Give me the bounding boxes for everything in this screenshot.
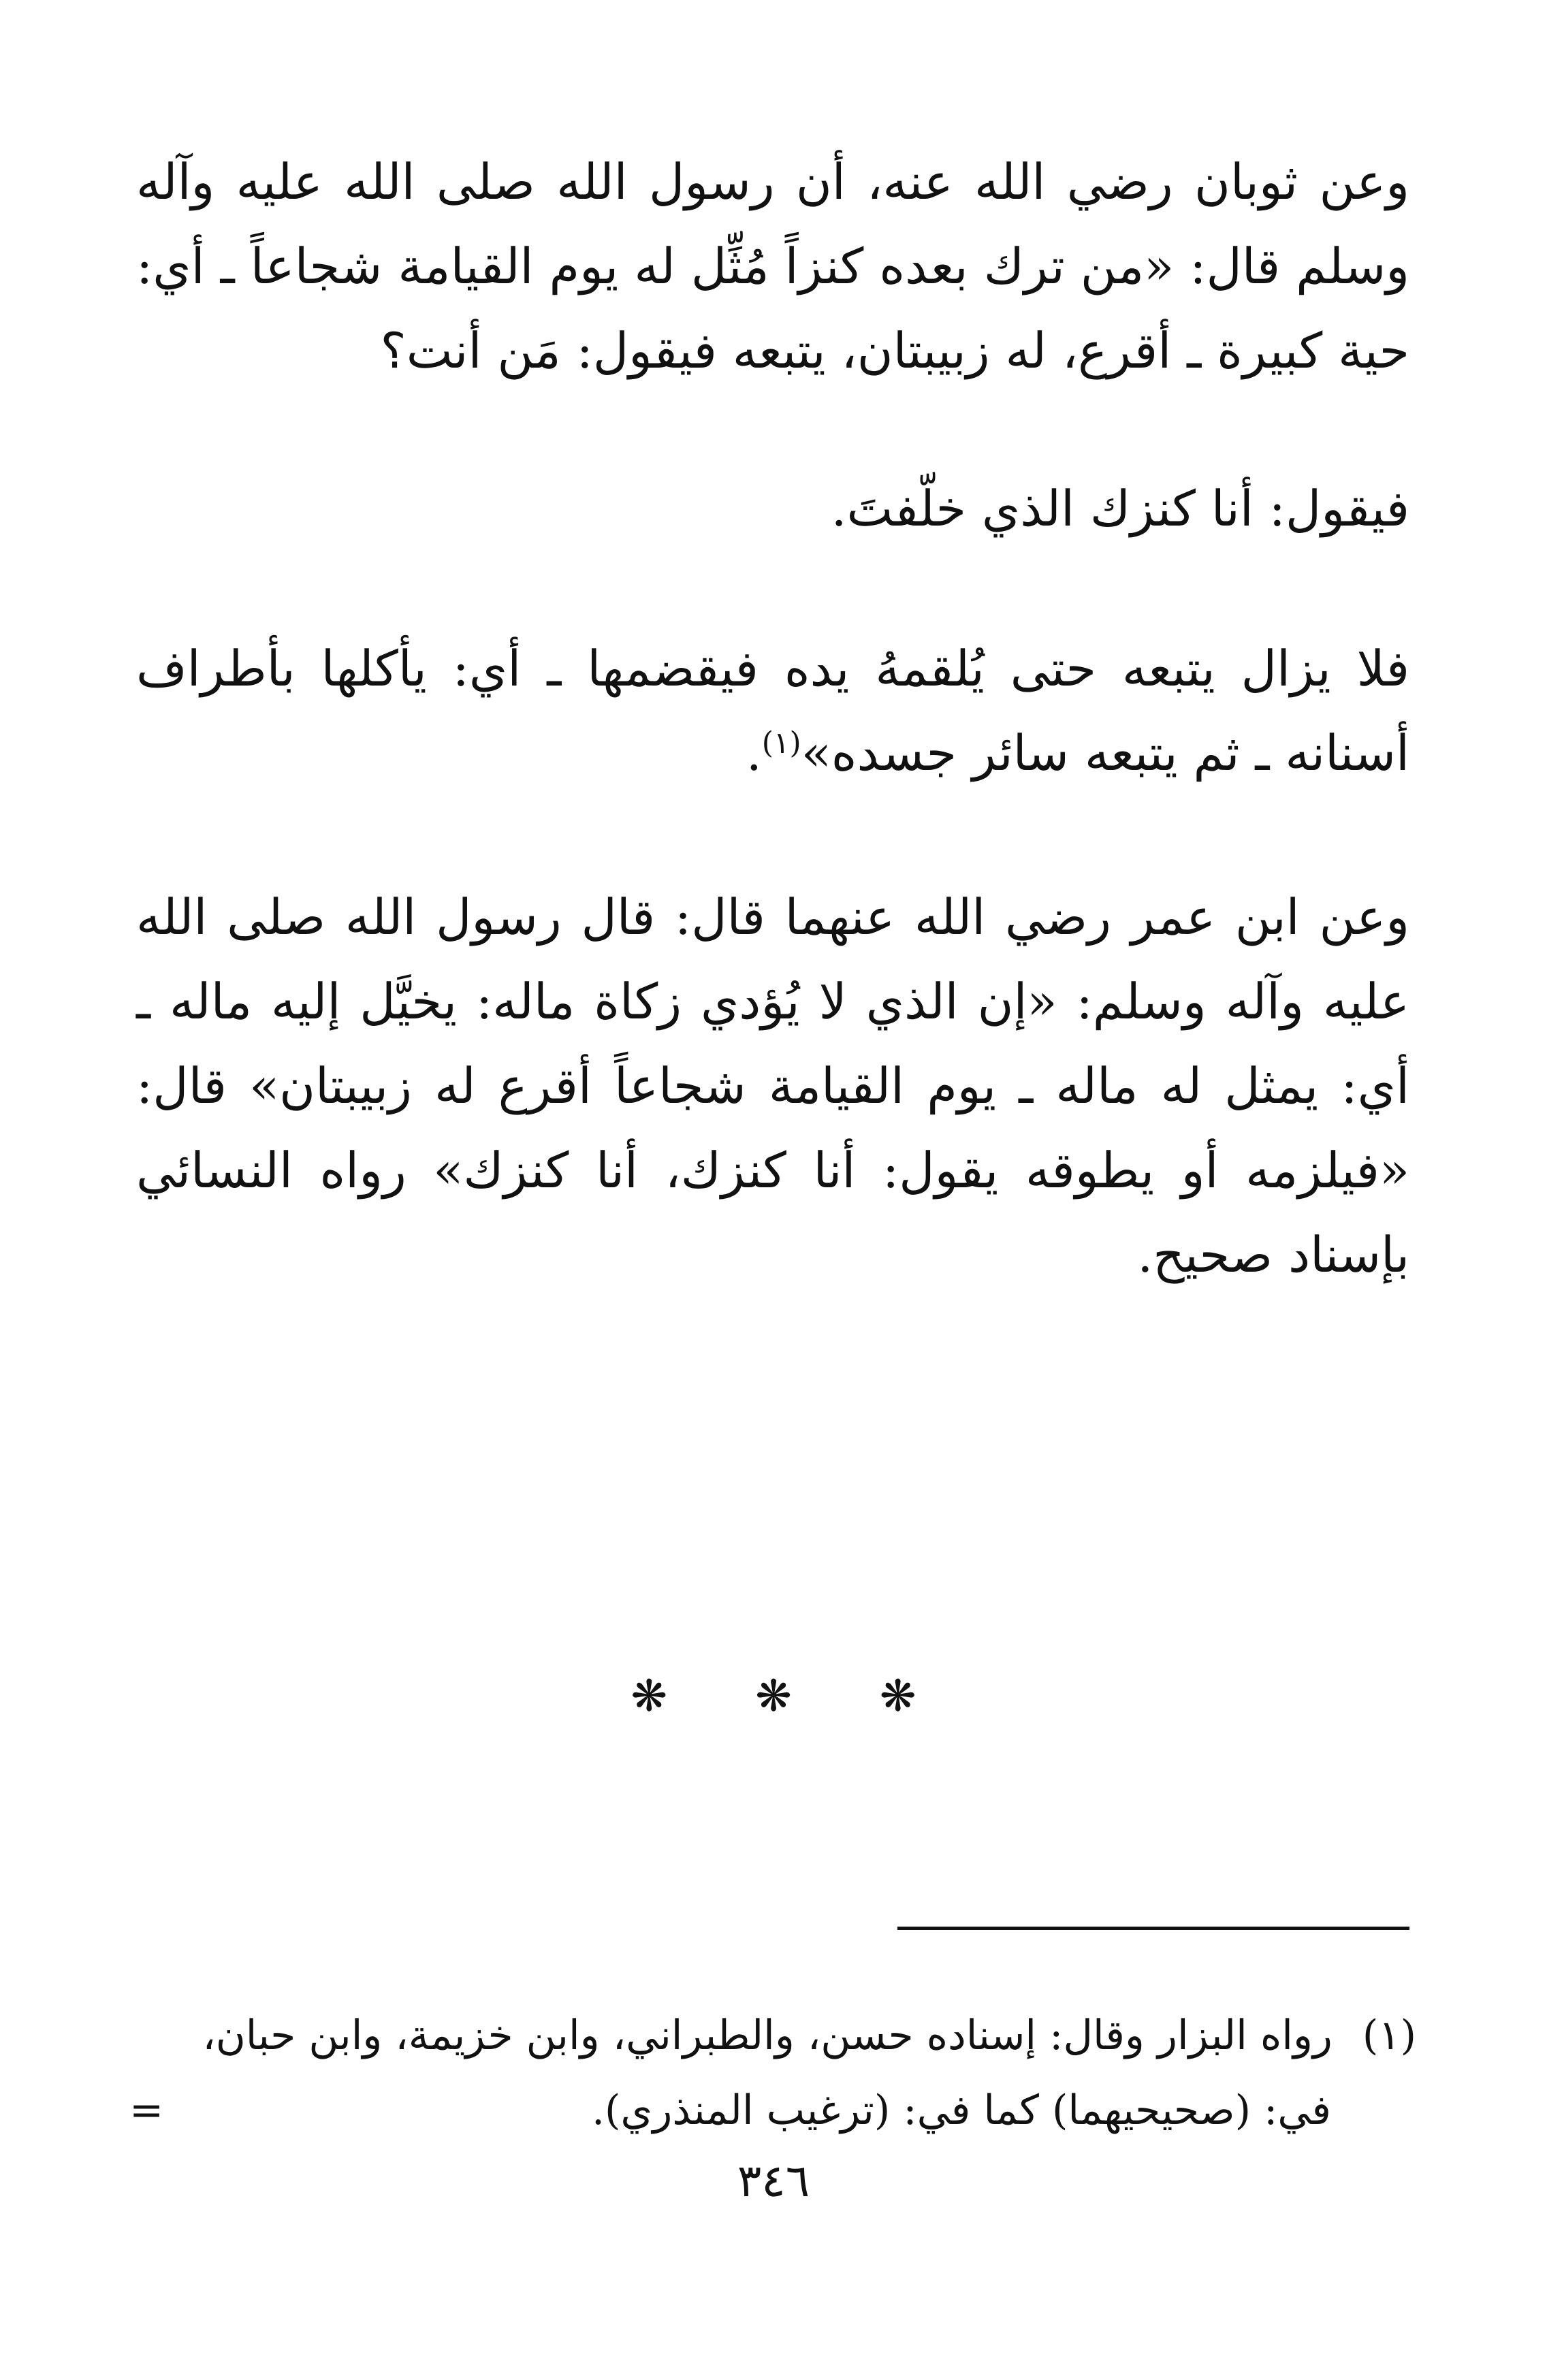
paragraph-treasure-reply: فيقول: أنا كنزك الذي خلّفتَ. [831,480,1409,537]
footnote-reference[interactable]: (١) [761,726,801,760]
footnote-line-2 [129,2073,1416,2148]
footnote-continuation-mark: = [129,2087,164,2134]
footnote-text-1: رواه البزار وقال: إسناده حسن، والطبراني، وابن خزيمة، وابن حبان، [202,2012,1333,2059]
footnote-divider [897,1927,1409,1930]
paragraph-ibn-umar-hadith: وعن ابن عمر رضي الله عنهما قال: قال رسول الله صلى الله عليه وآله وسلم: «إن الذي لا يُؤدي زكاة ماله: يخيَّل إليه ماله ـ أي: يمثل له ماله ـ يوم القيامة شجاعاً أقرع له زبيبتان» قال: «فيلزمه أو يطوقه يقول: أنا كنزك، أنا كنزك» رواه النسائي بإسناد صحيح. [136,888,1409,1283]
paragraph-bite-hand [136,626,1409,795]
footnote-line-1 [136,1998,1416,2073]
footnotes [129,1998,1416,2148]
asterism-icon: ❋ [879,1671,916,1722]
paragraph-bite-hand-text: فلا يزال يتبعه حتى يُلقمهُ يده فيقضمها ـ أي: يأكلها بأطراف أسنانه ـ ثم يتبعه سائر جسده» [136,640,1409,782]
asterism-icon: ❋ [755,1671,792,1722]
footnote-number: (١) [1362,2012,1416,2059]
paragraph-end-dot: . [746,724,762,782]
section-separator [0,1671,1547,1722]
footnote-text-2: في: (صحيحيهما) كما في: (ترغيب المنذري). [591,2087,1331,2134]
asterism-icon: ❋ [631,1671,668,1722]
paragraph-thawban-hadith: وعن ثوبان رضي الله عنه، أن رسول الله صلى الله عليه وآله وسلم قال: «من ترك بعده كنزاً مُثِّل له يوم القيامة شجاعاً ـ أي: حية كبيرة ـ أقرع، له زبيبتان، يتبعه فيقول: مَن أنت؟ [136,153,1409,379]
page-number: ٣٤٦ [737,2155,810,2207]
